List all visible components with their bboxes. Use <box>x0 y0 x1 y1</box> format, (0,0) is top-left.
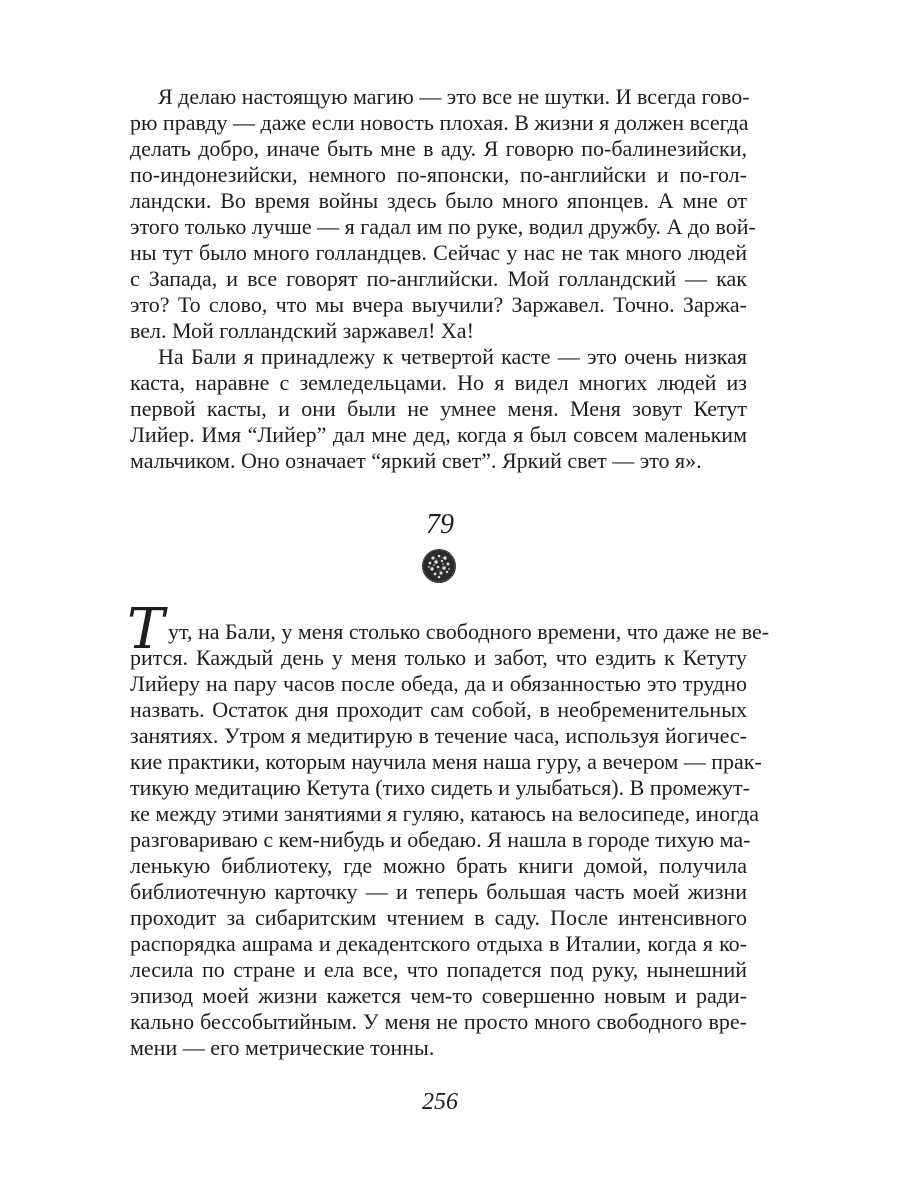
text-line: вел. Мой голландский заржавел! Ха! <box>130 318 474 343</box>
text-line: этого только лучше — я гадал им по руке, водил дружбу. А до вой- <box>130 214 756 239</box>
text-line: назвать. Остаток дня проходит сам собой, в необременительных <box>130 697 747 722</box>
text-line: кально бессобытийным. У меня не просто много свободного вре- <box>130 1009 747 1034</box>
text-line: ут, на Бали, у меня столько свободного времени, что даже не ве- <box>168 619 770 644</box>
text-line: эпизод моей жизни кажется чем-то совершенно новым и ради- <box>130 983 747 1008</box>
text-line: лесила по стране и ела все, что попадется под руку, нынешний <box>130 957 747 982</box>
chapter-number: 79 <box>426 509 454 540</box>
text-line: распорядка ашрама и декадентского отдыха в Италии, когда я ко- <box>130 931 747 956</box>
text-line: ке между этими занятиями я гуляю, катаюсь на велосипеде, иногда <box>130 801 759 826</box>
text-line: делать добро, иначе быть мне в аду. Я говорю по-балинезийски, <box>130 136 747 161</box>
text-line: рится. Каждый день у меня только и забот, что ездить к Кетуту <box>130 645 747 670</box>
drop-cap: Т <box>127 597 165 662</box>
text-line: это? То слово, что мы вчера выучили? Заржавел. Точно. Заржа- <box>130 292 747 317</box>
text-line: первой касты, и они были не умнее меня. Меня зовут Кетут <box>130 396 747 421</box>
text-line: кие практики, которым научила меня наша гуру, а вечером — прак- <box>130 749 762 774</box>
floral-ornament-icon <box>421 548 457 584</box>
text-line: мальчиком. Оно означает “яркий свет”. Яркий свет — это я». <box>130 448 702 473</box>
text-line: занятиях. Утром я медитирую в течение часа, используя йогичес- <box>130 723 747 748</box>
text-line: мени — его метрические тонны. <box>130 1035 435 1060</box>
text-line: разговариваю с кем-нибудь и обедаю. Я нашла в городе тихую ма- <box>130 827 751 852</box>
text-line: Я делаю настоящую магию — это все не шутки. И всегда гово- <box>158 84 750 109</box>
text-line: библиотечную карточку — и теперь большая часть моей жизни <box>130 879 747 904</box>
text-line: ны тут было много голландцев. Сейчас у нас не так много людей <box>130 240 747 265</box>
text-line: На Бали я принадлежу к четвертой касте — это очень низкая <box>158 344 747 369</box>
text-line: Лийеру на пару часов после обеда, да и обязанностью это трудно <box>130 671 747 696</box>
text-line: тикую медитацию Кетута (тихо сидеть и улыбаться). В промежут- <box>130 775 750 800</box>
text-line: ландски. Во время войны здесь было много японцев. А мне от <box>130 188 747 213</box>
text-line: ленькую библиотеку, где можно брать книги домой, получила <box>130 853 747 878</box>
text-line: Лийер. Имя “Лийер” дал мне дед, когда я был совсем маленьким <box>130 422 747 447</box>
text-line: с Запада, и все говорят по-английски. Мой голландский — как <box>130 266 747 291</box>
text-line: по-индонезийски, немного по-японски, по-английски и по-гол- <box>130 162 747 187</box>
text-line: проходит за сибаритским чтением в саду. После интенсивного <box>130 905 747 930</box>
page-number: 256 <box>422 1089 458 1115</box>
text-line: рю правду — даже если новость плохая. В жизни я должен всегда <box>130 110 749 135</box>
text-line: каста, наравне с земледельцами. Но я видел многих людей из <box>130 370 747 395</box>
